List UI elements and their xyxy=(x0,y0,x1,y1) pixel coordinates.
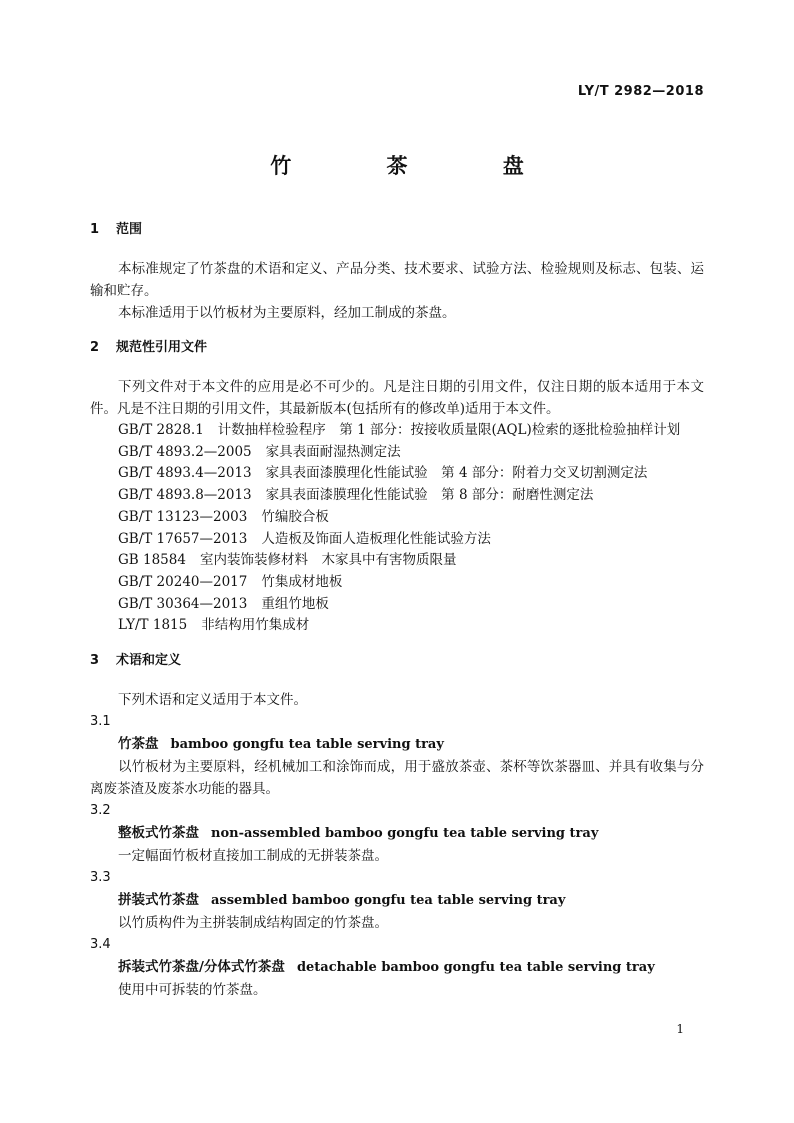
section-heading-scope xyxy=(90,220,704,240)
term-number: 3.3 xyxy=(90,870,111,886)
scope-paragraph: 本标准适用于以竹板材为主要原料，经加工制成的茶盘。 xyxy=(118,305,456,321)
page-number: 1 xyxy=(676,1022,684,1036)
reference-item xyxy=(90,485,704,507)
reference-code: GB/T 30364—2013 xyxy=(118,595,248,612)
term-name xyxy=(90,889,704,912)
term-number: 3.2 xyxy=(90,803,111,819)
document-title: 竹 茶 盘 xyxy=(270,154,568,178)
section-title: 术语和定义 xyxy=(116,653,182,669)
section-number: 2 xyxy=(90,340,100,355)
reference-name: 竹编胶合板 xyxy=(261,508,329,525)
reference-code: GB/T 17657—2013 xyxy=(118,530,248,547)
term-number: 3.4 xyxy=(90,937,111,953)
reference-name: 非结构用竹集成材 xyxy=(201,617,310,634)
terms-intro: 下列术语和定义适用于本文件。 xyxy=(118,692,307,709)
term-en: assembled bamboo gongfu tea table serving tray xyxy=(211,893,566,909)
term-entry xyxy=(90,800,704,867)
term-name xyxy=(90,733,704,756)
reference-item xyxy=(90,529,704,551)
section-title: 范围 xyxy=(116,222,143,237)
reference-name: 家具表面漆膜理化性能试验 第 4 部分：附着力交叉切割测定法 xyxy=(265,465,648,482)
reference-code: GB/T 20240—2017 xyxy=(118,573,248,590)
reference-code: GB/T 13123—2003 xyxy=(118,508,248,525)
reference-name: 室内装饰装修材料 木家具中有害物质限量 xyxy=(199,552,457,569)
term-definition: 使用中可拆装的竹茶盘。 xyxy=(118,982,267,999)
term-definition: 以竹质构件为主拼装制成结构固定的竹茶盘。 xyxy=(118,915,388,932)
term-en: bamboo gongfu tea table serving tray xyxy=(170,737,444,753)
term-en: detachable bamboo gongfu tea table serving tray xyxy=(296,960,655,976)
reference-item xyxy=(90,507,704,529)
reference-code: GB/T 4893.8—2013 xyxy=(118,487,252,504)
term-entry xyxy=(90,867,704,934)
reference-item xyxy=(90,572,704,594)
reference-item xyxy=(90,594,704,616)
reference-code: LY/T 1815 xyxy=(118,617,188,634)
section-number: 3 xyxy=(90,653,100,669)
standard-code: LY/T 2982—2018 xyxy=(577,84,704,99)
reference-name: 家具表面耐湿热测定法 xyxy=(265,443,401,460)
reference-name: 家具表面漆膜理化性能试验 第 8 部分：耐磨性测定法 xyxy=(265,487,594,504)
reference-item xyxy=(90,420,704,442)
reference-code: GB/T 2828.1 xyxy=(118,422,204,438)
term-en: non-assembled bamboo gongfu tea table serving tray xyxy=(211,826,599,842)
reference-name: 竹集成材地板 xyxy=(261,573,343,590)
reference-name: 人造板及饰面人造板理化性能试验方法 xyxy=(261,530,491,547)
section-title: 规范性引用文件 xyxy=(116,340,208,355)
document-body xyxy=(90,220,704,1001)
term-zh: 拆装式竹茶盘/分体式竹茶盘 xyxy=(118,959,285,976)
section-heading-references xyxy=(90,338,704,358)
term-name xyxy=(90,822,704,845)
scope-paragraph: 本标准规定了竹茶盘的术语和定义、产品分类、技术要求、试验方法、检验规则及标志、包装、运输和贮存。 xyxy=(90,261,704,299)
term-name xyxy=(90,956,704,979)
reference-list xyxy=(90,420,704,637)
term-entry xyxy=(90,711,704,800)
reference-item xyxy=(90,442,704,464)
term-definition: 一定幅面竹板材直接加工制成的无拼装茶盘。 xyxy=(118,848,388,865)
term-zh: 整板式竹茶盘 xyxy=(118,825,199,842)
term-definition: 以竹板材为主要原料，经机械加工和涂饰而成，用于盛放茶壶、茶杯等饮茶器皿、并具有收集与分离废茶渣及废茶水功能的器具。 xyxy=(90,759,704,798)
section-number: 1 xyxy=(90,222,100,237)
reference-name: 重组竹地板 xyxy=(261,595,329,612)
reference-item xyxy=(90,615,704,637)
term-zh: 拼装式竹茶盘 xyxy=(118,892,199,909)
section-heading-terms xyxy=(90,651,704,671)
references-intro: 下列文件对于本文件的应用是必不可少的。凡是注日期的引用文件，仅注日期的版本适用于本文件。凡是不注日期的引用文件，其最新版本(包括所有的修改单)适用于本文件。 xyxy=(90,379,704,417)
reference-code: GB/T 4893.2—2005 xyxy=(118,443,252,460)
term-entry xyxy=(90,934,704,1001)
term-number: 3.1 xyxy=(90,714,111,730)
reference-item xyxy=(90,550,704,572)
reference-item xyxy=(90,463,704,485)
reference-code: GB/T 4893.4—2013 xyxy=(118,465,252,482)
reference-name: 计数抽样检验程序 第 1 部分：按接收质量限(AQL)检索的逐批检验抽样计划 xyxy=(217,422,681,438)
reference-code: GB 18584 xyxy=(118,552,186,569)
term-zh: 竹茶盘 xyxy=(118,736,159,753)
